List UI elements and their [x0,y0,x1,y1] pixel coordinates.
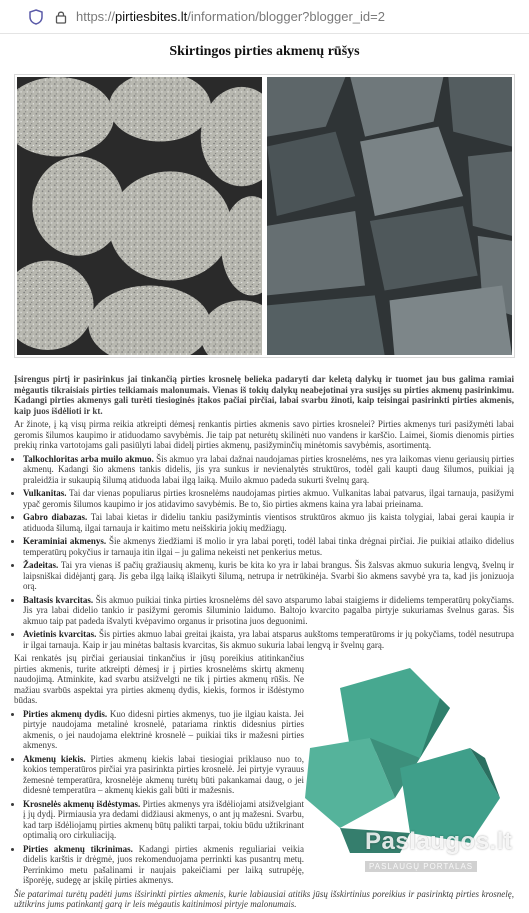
list-item [23,560,514,592]
list-item [23,629,514,650]
list-item-title: Akmenų kiekis. [23,753,86,764]
list-item-text: Tai yra vienas iš pačių gražiausių akmenų, kuris be kita ko yra ir labai brangus. Šis žalsvas akmuo sukuria lengvą, švelnų ir laipsniškai didėjantį garą. Jis geba ilgą laiką išlaikyti šilumą, netrupa ir netrūkinėja. Svarbi šio akmens savybė yra ta, kad jis jonizuoja orą. [23,560,514,591]
article-photos [14,74,515,358]
aspects-list [14,709,304,886]
url-text[interactable] [76,9,385,24]
list-item-title: Pirties akmenų dydis. [23,708,108,719]
list-item-text: Kuo didesni pirties akmenys, tuo jie ilgiau kaista. Jei pirtyje naudojama metalinė krosnelė, patariama rinktis didesnius pirties akmenis, o jei naudojama elektrinė krosnelė – puikiai tiks ir mažesni pirties akmenys. [23,708,305,750]
list-item-title: Talkochloritas arba muilo akmuo. [23,453,154,464]
watermark-number: Nr.1 [483,857,508,872]
list-item-text: Pirties akmenys yra išdėliojami atsižvelgiant į jų dydį. Pirmiausia yra dedami didžiausi akmenys, o ant jų mažesni. Svarbu, kad tarp išdėliojamų pirties akmenų būtų palikti tarpai, tokiu būdu užtikrinant optimalią oro cirkuliaciją. [23,798,305,840]
list-item-text: Tai labai kietas ir dideliu tankiu pasižymintis vientisos struktūros akmuo jis kaista tolygiai, labai gerai kaupia ir atiduoda šilumą, ilgai tarnauja ir kaitimo metu neišskiria jokių medžiagų. [23,512,514,533]
list-item-title: Žadeitas. [23,560,59,570]
watermark-brand: Paslaugos.lt [365,828,513,855]
list-item-title: Keraminiai akmenys. [23,536,107,546]
list-item-title: Gabro diabazas. [23,512,88,522]
url-protocol: https:// [76,9,116,24]
list-item [23,536,514,557]
shield-icon[interactable] [28,9,44,25]
aspects-column [14,653,304,886]
lock-icon[interactable] [54,10,68,24]
list-item-text: Šis pirties akmuo labai greitai įkaista, yra labai atsparus aukštoms temperatūroms ir jų pokyčiams, todėl nesutrupa ir ilgai tarnauja. Kaip ir jau minėtas baltasis kvarcitas, šis akmuo sukuria labai lengvą ir švelnų garą. [23,629,515,650]
list-item-text: Pirties akmenų kiekis labai tiesiogiai priklauso nuo to, kokios temperatūros pirčiai yra pasirinkta pirties krosnelė. Jei pirtyje vyrauus žemesnė temperatūra, krosnelėje akmenų turėtų būti pakankamai daug, o jei didesnė temperatūra – akmenų kiekis gali būti ir mažesnis. [23,753,305,795]
list-item [23,454,514,486]
list-item [23,488,514,509]
paragraph-stone-choice: Ar žinote, į ką visų pirma reikia atkreipti dėmesį renkantis pirties akmenis savo pirties krosnelei? Pirties akmenys turi pasižymėti labai geromis šilumos kaupimo ir atiduodamo savybėmis. Jie taip pat neturėtų skilinėti nuo vandens ir karščio. Laimei, šiomis dienomis pirties prekių rinka vartotojams gali pasiūlyti labai didelį pirties akmenų, pasižyminčių minėtomis savybėmis, asortimentą. [14,419,514,450]
url-host: pirtiesbites.lt [115,9,188,24]
list-item [23,799,304,841]
list-item-title: Vulkanitas. [23,488,67,498]
list-item [23,512,514,533]
list-item [23,595,514,627]
list-item-title: Avietinis kvarcitas. [23,629,97,639]
list-item [23,709,304,751]
talc-stones-image [17,77,262,355]
list-item [23,754,304,796]
list-item-text: Tai dar vienas populiarus pirties krosnelėms naudojamas pirties akmuo. Vulkanitas labai patvarus, ilgai tarnauja, pasižymi ypač geromis šilumos kaupimo ir jos atidavimo savybėmis. Be to, šio pirties akmens kaina yra labai prieinama. [23,488,514,509]
list-item-text: Kadangi pirties akmenis reguliariai veikia didelis karštis ir drėgmė, juos rekomenduojama perrinkti kas pusantrų metų. Perrinkimo metu pašalinami ir naujais pakeičiami per laiką sutrupėję, išporėję, sudegę ar įskilę pirties akmenys. [23,843,304,885]
list-item-title: Pirties akmenų tikrinimas. [23,843,133,854]
list-item-text: Šie akmenys žiedžiami iš molio ir yra labai poręti, todėl labai tinka drėgnai pirčiai. Jie puikiai atlaiko didelius temperatūrų pokyčius ir tarnauja itin ilgai – ju galima nekeisti net penkerius metus. [23,536,515,557]
watermark-tagline: PASLAUGŲ PORTALAS [365,861,477,872]
jade-stones-image [300,648,510,858]
footer-paragraph: Šie patarimai turėtų padėti jums išsirinkti pirties akmenis, kurie labiausiai atitiks jūsų išskirtinius poreikius ir pasirinktą pirties krosnelę, užtikrins jums patinkantį garą ir leis mėgautis kaitinimosi pirtyje malonumais. [14,888,514,909]
watermark-logo [365,828,525,878]
list-item-title: Krosnelės akmenų išdėstymas. [23,798,141,809]
list-item [23,844,304,886]
url-path: /information/blogger?blogger_id=2 [187,9,385,24]
list-item-text: Šis akmuo yra labai dažnai naudojamas pirties krosnelėms, nes yra laikomas vienu geriausių pirties akmenų. Kadangi šio akmens tankis didelis, jis yra sunkus ir nevienalytės struktūros, todėl gali kaupti daug šilumos, puikiai ją praleidžia ir sukaupią šilumą atiduoda labai ilgą laiką. Muilo akmuo padeda sukurti švelnų garą. [23,453,514,485]
list-item-text: Šis akmuo puikiai tinka pirties krosnelėms dėl savo atsparumo labai staigiems ir dideliems temperatūrų pokyčiams. Jis yra labai didelio tankio ir pasižymi geromis šiluminio laidumo. Baltojo kvarcito pagalba pirtyje sukuriamas švelnus garas. Šis akmuo taip pat padeda išvalyti kvėpavimo organus ir prisotina juos deguonimi. [23,594,514,626]
intro-paragraph: Įsirengus pirtį ir pasirinkus jai tinkančią pirties krosnelę belieka padaryti dar keletą dalykų ir tuomet jau bus galima ramiai mėgautis tikraisiais pirties teikiamais malonumais. Vienas iš tokių dalykų neabejotinai yra susijęs su pirties akmenų pasirinkimu. Kadangi pirties akmenys gali turėti tiesioginės įtakos pačiai pirčiai, labai svarbu žinoti, kaip teisingai pasirinkti pirties akmenis, kaip juos išdėlioti ir kt. [14,374,514,416]
list-item-title: Baltasis kvarcitas. [23,594,94,605]
stone-types-list [14,454,514,651]
browser-address-bar[interactable] [0,0,529,34]
page-title: Skirtingos pirties akmenų rūšys [169,44,360,59]
diabase-stones-image [267,77,512,355]
paragraph-aspects: Kai renkatės įsų pirčiai geriausiai tinkančius ir jūsų poreikius atitinkančius pirties akmenis, turite atkreipti dėmesį ir į pirties krosnelėms skirtų akmenų naudojimą. Atminkite, kad svarbu atsižvelgti ne tik į pirties akmenų rūšis. Ne mažiau svarbūs aspektai yra pirties akmenų dydis, kiekis, formos ir išdėstymo būdas. [14,653,304,705]
